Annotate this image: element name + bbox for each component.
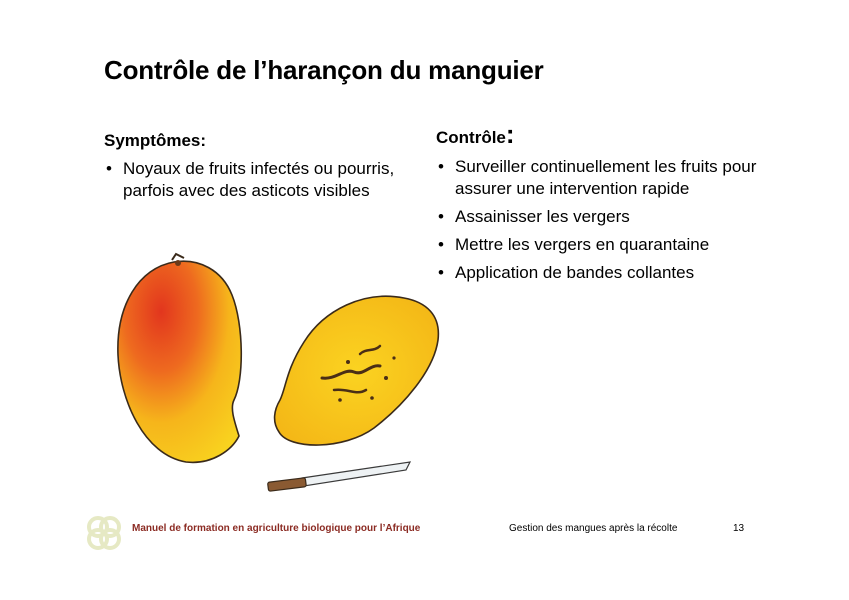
- slide-title: Contrôle de l’harançon du manguier: [104, 55, 544, 85]
- quatrefoil-knot-logo-icon: [82, 511, 126, 555]
- control-item: • Application de bandes collantes: [436, 262, 766, 284]
- symptom-item: • Noyaux de fruits infectés ou pourris, parfois avec des asticots visibles: [104, 158, 404, 202]
- control-item: • Assainisser les vergers: [436, 206, 766, 228]
- whole-mango: [118, 254, 241, 462]
- control-heading-colon: :: [505, 119, 515, 149]
- control-heading: [436, 119, 515, 149]
- control-heading-text: Contrôle: [436, 128, 506, 147]
- footer-manual-title: Manuel de formation en agriculture biologique pour l’Afrique: [132, 523, 421, 534]
- symptoms-heading: Symptômes:: [104, 131, 207, 150]
- cut-mango: [275, 296, 439, 445]
- symptoms-list: [104, 158, 404, 208]
- knife: [268, 462, 410, 491]
- control-list: [436, 156, 766, 290]
- mango-illustration: [104, 250, 450, 500]
- control-item: • Mettre les vergers en quarantaine: [436, 234, 766, 256]
- footer-page-number: 13: [733, 523, 745, 534]
- control-item: • Surveiller continuellement les fruits pour assurer une intervention rapide: [436, 156, 766, 200]
- footer-section-title: Gestion des mangues après la récolte: [509, 523, 678, 534]
